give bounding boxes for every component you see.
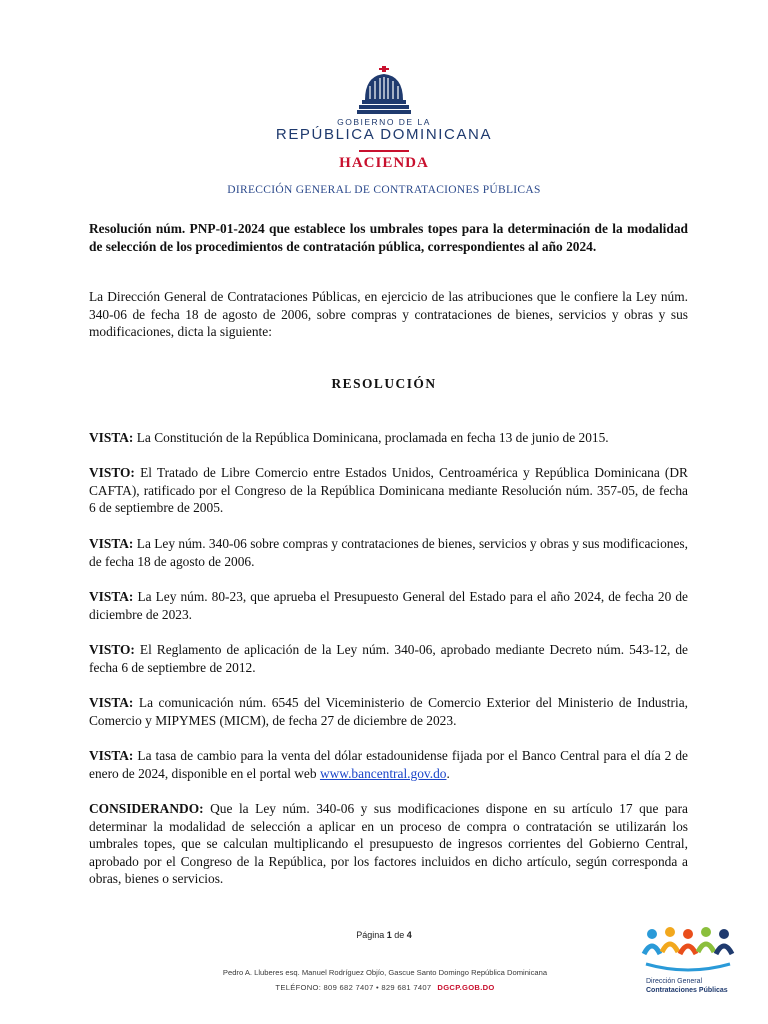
footer-address: Pedro A. Lluberes esq. Manuel Rodríguez Objío, Gascue Santo Domingo República Dominicana	[222, 968, 548, 977]
clause-label: VISTO:	[89, 465, 135, 480]
intro-paragraph: La Dirección General de Contrataciones Públicas, en ejercicio de las atribuciones que le confiere la Ley núm. 340-06 de fecha 18 de agosto de 2006, sobre compras y contrataciones de bienes, servicios y obras y sus modificaciones, dicta la siguiente:	[89, 289, 688, 339]
clause-text: Que la Ley núm. 340-06 y sus modificaciones dispone en su artículo 17 que para determinar la modalidad de selección a aplicar en un proceso de compra o contratación se utilizarán los umbrales topes, que se calculan multiplicando el presupuesto de ingresos corrientes del Gobierno Central, aprobado por el Congreso de la República, por los factores incluidos en dicho artículo, según corresponda a obras, bienes o servicios.	[89, 801, 688, 886]
clause	[89, 429, 688, 447]
page-prefix: Página	[356, 930, 387, 940]
coat-of-arms-icon	[357, 66, 411, 114]
clause	[89, 464, 688, 517]
clause	[89, 588, 688, 623]
clause-label: VISTA:	[89, 536, 134, 551]
logo-text-line1: Dirección General	[646, 978, 703, 985]
header-divider	[359, 150, 409, 152]
clause-text: El Tratado de Libre Comercio entre Estados Unidos, Centroamérica y República Dominicana (DR CAFTA), ratificado por el Congreso de la República Dominicana mediante Resolución núm. 357-05, de fecha 6 de septiembre de 2005.	[89, 465, 688, 515]
dgcp-logo-icon	[640, 924, 736, 974]
republica-text: REPÚBLICA DOMINICANA	[275, 126, 493, 143]
clause	[89, 694, 688, 729]
clause-label: CONSIDERANDO:	[89, 801, 204, 816]
footer-website[interactable]: DGCP.GOB.DO	[437, 983, 495, 992]
clause-label: VISTA:	[89, 695, 134, 710]
hacienda-text: HACIENDA	[339, 155, 429, 171]
page-mid: de	[391, 930, 407, 940]
clause-text: La comunicación núm. 6545 del Viceministerio de Comercio Exterior del Ministerio de Industria, Comercio y MIPYMES (MICM), de fecha 27 de diciembre de 2023.	[89, 695, 688, 728]
clause	[89, 800, 688, 888]
clause-label: VISTA:	[89, 589, 134, 604]
footer-contact	[160, 983, 610, 992]
clause-text: La Ley núm. 80-23, que aprueba el Presupuesto General del Estado para el año 2024, de fecha 20 de diciembre de 2023.	[89, 589, 688, 622]
direccion-text: DIRECCIÓN GENERAL DE CONTRATACIONES PÚBLICAS	[227, 184, 541, 196]
clause-text: La tasa de cambio para la venta del dólar estadounidense fijada por el Banco Central para el día 2 de enero de 2024, disponible en el portal web	[89, 748, 688, 781]
footer-phone: TELÉFONO: 809 682 7407 • 829 681 7407	[275, 983, 432, 992]
resolucion-heading: RESOLUCIÓN	[331, 376, 437, 391]
clause-text: El Reglamento de aplicación de la Ley núm. 340-06, aprobado mediante Decreto núm. 543-12, de fecha 6 de septiembre de 2012.	[89, 642, 688, 675]
clause-label: VISTA:	[89, 430, 134, 445]
page-current: 1	[386, 930, 392, 940]
clause-text: La Constitución de la República Dominicana, proclamada en fecha 13 de junio de 2015.	[133, 430, 609, 445]
clause	[89, 535, 688, 570]
gobierno-text: GOBIERNO DE LA	[337, 117, 431, 127]
clause-label: VISTO:	[89, 642, 135, 657]
clause	[89, 747, 688, 782]
clause-text-end: .	[446, 765, 450, 781]
resolution-title: Resolución núm. PNP-01-2024 que establece los umbrales topes para la determinación de la modalidad de selección de los procedimientos de contratación pública, correspondientes al año 2024.	[89, 221, 688, 254]
page-total: 4	[406, 930, 412, 940]
clause	[89, 641, 688, 676]
clause-label: VISTA:	[89, 748, 134, 763]
clause-text: La Ley núm. 340-06 sobre compras y contrataciones de bienes, servicios y obras y sus modificaciones, de fecha 18 de agosto de 2006.	[89, 536, 688, 569]
bancentral-link[interactable]: www.bancentral.gov.do	[319, 765, 447, 781]
logo-text-line2: Contrataciones Públicas	[646, 987, 728, 994]
